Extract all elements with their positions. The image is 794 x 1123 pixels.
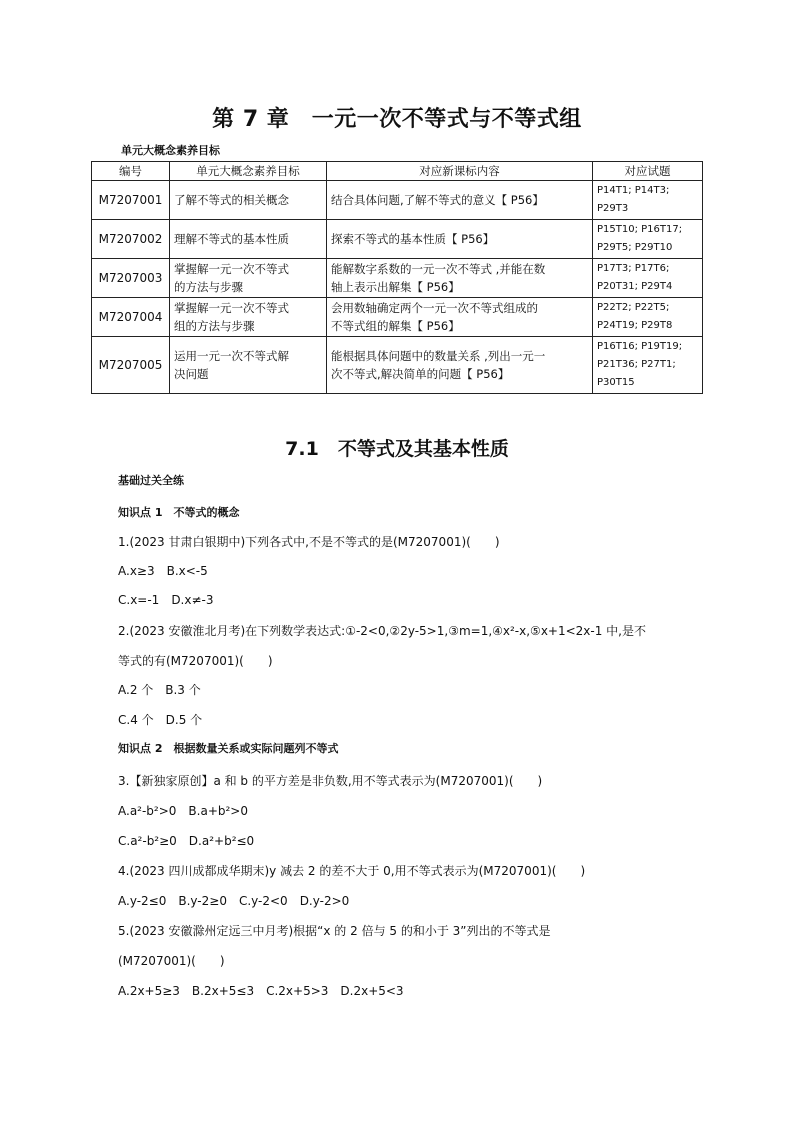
question-line: A.x≥3 B.x<-5 [118,564,208,578]
question-line: A.2 个 B.3 个 [118,683,201,697]
section-heading: 基础过关全练 [118,474,184,487]
header-cell: 单元大概念素养目标 [170,162,327,181]
tests-cell-line: P14T1; P14T3; [597,185,670,196]
header-cell: 编号 [92,162,170,181]
question-line: 5.(2023 安徽滁州定远三中月考)根据“x 的 2 倍与 5 的和小于 3”列出的不等式是 [118,924,551,938]
standard-cell [327,337,593,394]
header-cell: 对应新课标内容 [327,162,593,181]
header-cell: 对应试题 [593,162,703,181]
question-line: A.y-2≤0 B.y-2≥0 C.y-2<0 D.y-2>0 [118,894,350,908]
goal-cell-line: 理解不等式的基本性质 [174,232,289,246]
tests-cell-line: P22T2; P22T5; [597,302,670,313]
tests-cell [593,181,703,220]
goal-cell-line: 的方法与步骤 [174,280,243,294]
standard-cell-line: 会用数轴确定两个一元一次不等式组成的 [331,301,538,315]
tests-cell-line: P16T16; P19T19; [597,341,683,352]
goal-cell-line: 组的方法与步骤 [174,319,255,333]
tests-cell-line: P24T19; P29T8 [597,320,673,331]
question-line: A.a²-b²>0 B.a+b²>0 [118,804,248,818]
question-line: (M7207001)( ) [118,954,225,968]
standard-cell-line: 能解数字系数的一元一次不等式 ,并能在数 [331,262,546,276]
standard-cell-line: 能根据具体问题中的数量关系 ,列出一元一 [331,349,546,363]
goal-cell-line: 运用一元一次不等式解 [174,349,289,363]
goal-cell-line: 掌握解一元一次不等式 [174,262,289,276]
goal-cell-line: 掌握解一元一次不等式 [174,301,289,315]
question-line: C.x=-1 D.x≠-3 [118,593,214,607]
tests-cell-line: P15T10; P16T17; [597,224,683,235]
chapter-title: 第 7 章 一元一次不等式与不等式组 [212,107,582,132]
goal-cell [170,337,327,394]
code-cell: M7207001 [92,181,170,220]
question-line: 2.(2023 安徽淮北月考)在下列数学表达式:①-2<0,②2y-5>1,③m=1,④x²-x,⑤x+1<2x-1 中,是不 [118,624,646,638]
tests-cell-line: P30T15 [597,377,635,388]
standard-cell-line: 轴上表示出解集【 P56】 [331,280,460,294]
table-row [92,259,703,298]
goals-table-caption: 单元大概念素养目标 [121,144,220,157]
question-line: A.2x+5≥3 B.2x+5≤3 C.2x+5>3 D.2x+5<3 [118,984,404,998]
table-row [92,337,703,394]
tests-cell [593,337,703,394]
standard-cell-line: 探索不等式的基本性质【 P56】 [331,232,495,246]
standard-cell [327,259,593,298]
standard-cell-line: 结合具体问题,了解不等式的意义【 P56】 [331,193,544,207]
table-row [92,298,703,337]
tests-cell-line: P20T31; P29T4 [597,281,673,292]
code-cell: M7207004 [92,298,170,337]
question-line: 1.(2023 甘肃白银期中)下列各式中,不是不等式的是(M7207001)( ) [118,535,500,549]
goal-cell [170,259,327,298]
question-line: 等式的有(M7207001)( ) [118,654,273,668]
code-cell: M7207002 [92,220,170,259]
standard-cell [327,298,593,337]
tests-cell [593,298,703,337]
section-heading: 知识点 2 根据数量关系或实际问题列不等式 [118,742,339,755]
question-line: 3.【新独家原创】a 和 b 的平方差是非负数,用不等式表示为(M7207001)( ) [118,774,543,788]
goal-cell [170,220,327,259]
standard-cell [327,181,593,220]
code-cell: M7207003 [92,259,170,298]
tests-cell [593,220,703,259]
question-line: C.4 个 D.5 个 [118,713,203,727]
section-title: 7.1 不等式及其基本性质 [285,438,509,460]
goal-cell-line: 了解不等式的相关概念 [174,193,289,207]
standard-cell-line: 次不等式,解决简单的问题【 P56】 [331,367,510,381]
goal-cell-line: 决问题 [174,367,209,381]
goal-cell [170,298,327,337]
question-line: 4.(2023 四川成都成华期末)y 减去 2 的差不大于 0,用不等式表示为(M7207001)( ) [118,864,586,878]
code-cell: M7207005 [92,337,170,394]
tests-cell-line: P21T36; P27T1; [597,359,676,370]
standard-cell [327,220,593,259]
table-row [92,181,703,220]
tests-cell-line: P29T5; P29T10 [597,242,673,253]
question-line: C.a²-b²≥0 D.a²+b²≤0 [118,834,255,848]
tests-cell-line: P29T3 [597,203,629,214]
goal-cell [170,181,327,220]
goals-table [91,161,703,394]
section-heading: 知识点 1 不等式的概念 [118,506,240,519]
table-row [92,220,703,259]
tests-cell-line: P17T3; P17T6; [597,263,670,274]
table-header-row [92,162,703,181]
standard-cell-line: 不等式组的解集【 P56】 [331,319,460,333]
tests-cell [593,259,703,298]
